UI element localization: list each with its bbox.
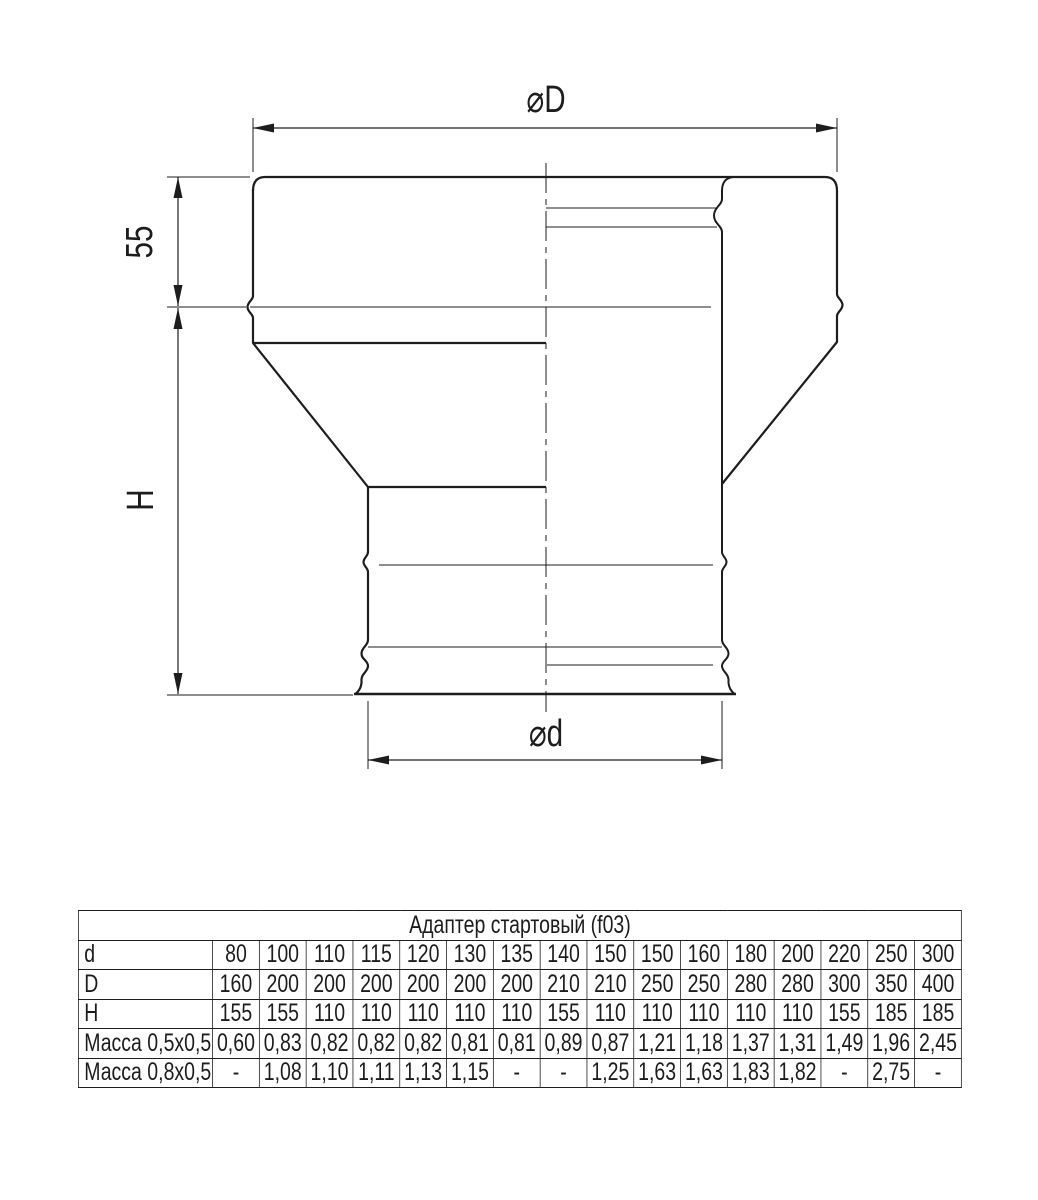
table-cell: 280: [774, 970, 821, 1000]
table-cell: 0,81: [493, 1029, 540, 1059]
table-cell: 185: [868, 999, 915, 1029]
part-outline-top-right: [253, 177, 843, 484]
table-row: [78, 1058, 961, 1088]
spec-table: [78, 910, 962, 1088]
table-cell: 200: [774, 940, 821, 970]
dim-H-label: H: [119, 489, 162, 511]
table-cell: 300: [821, 970, 868, 1000]
table-cell: -: [493, 1058, 540, 1088]
table-cell: 110: [400, 999, 447, 1029]
table-cell: 200: [306, 970, 353, 1000]
table-cell: 110: [353, 999, 400, 1029]
table-cell: 200: [493, 970, 540, 1000]
table-cell: 1,63: [634, 1058, 681, 1088]
table-cell: 200: [400, 970, 447, 1000]
table-cell: 110: [681, 999, 728, 1029]
table-cell: 1,13: [400, 1058, 447, 1088]
dim-H-arrow-bottom: [174, 673, 183, 694]
part-outline-lower-left: [356, 487, 369, 694]
row-label: H: [78, 999, 212, 1029]
table-cell: 210: [587, 970, 634, 1000]
table-cell: 1,18: [681, 1029, 728, 1059]
table-cell: 1,63: [681, 1058, 728, 1088]
dim-55-label: 55: [118, 225, 161, 259]
table-cell: 1,10: [306, 1058, 353, 1088]
table-cell: 1,82: [774, 1058, 821, 1088]
table-cell: 185: [915, 999, 962, 1029]
table-cell: 160: [681, 940, 728, 970]
table-cell: -: [821, 1058, 868, 1088]
table-cell: 110: [587, 999, 634, 1029]
table-cell: 200: [447, 970, 494, 1000]
dim-d-arrow-left: [368, 756, 389, 765]
table-cell: 200: [259, 970, 306, 1000]
table-cell: 1,96: [868, 1029, 915, 1059]
table-cell: 2,75: [868, 1058, 915, 1088]
table-cell: 120: [400, 940, 447, 970]
row-label: D: [78, 970, 212, 1000]
table-cell: 0,60: [213, 1029, 260, 1059]
table-cell: 110: [634, 999, 681, 1029]
dim-55-arrow-top: [174, 177, 183, 198]
part-inner-pipe-edge: [714, 177, 735, 694]
table-cell: 110: [493, 999, 540, 1029]
table-cell: 210: [540, 970, 587, 1000]
table-cell: 200: [353, 970, 400, 1000]
table-cell: 140: [540, 940, 587, 970]
table-cell: 0,82: [306, 1029, 353, 1059]
table-cell: 280: [727, 970, 774, 1000]
table-cell: -: [213, 1058, 260, 1088]
table-cell: 250: [868, 940, 915, 970]
table-cell: 135: [493, 940, 540, 970]
table-cell: 2,45: [915, 1029, 962, 1059]
table-cell: 250: [634, 970, 681, 1000]
table-cell: 1,08: [259, 1058, 306, 1088]
table-cell: 1,49: [821, 1029, 868, 1059]
table-cell: 150: [634, 940, 681, 970]
table-cell: 0,81: [447, 1029, 494, 1059]
table-cell: 160: [213, 970, 260, 1000]
dim-55-arrow-bottom: [174, 285, 183, 306]
table-cell: 400: [915, 970, 962, 1000]
table-cell: 0,89: [540, 1029, 587, 1059]
table-cell: 1,15: [447, 1058, 494, 1088]
table-row: [78, 970, 961, 1000]
table-cell: 1,11: [353, 1058, 400, 1088]
table-cell: 1,25: [587, 1058, 634, 1088]
table-cell: 110: [306, 940, 353, 970]
table-title-row: [78, 911, 961, 941]
table-cell: 130: [447, 940, 494, 970]
dim-d-arrow-right: [701, 756, 722, 765]
table-cell: 300: [915, 940, 962, 970]
table-cell: 350: [868, 970, 915, 1000]
dim-D-arrow-right: [816, 124, 837, 133]
table-cell: 250: [681, 970, 728, 1000]
table-cell: 1,83: [727, 1058, 774, 1088]
table-cell: -: [540, 1058, 587, 1088]
table-cell: 180: [727, 940, 774, 970]
table-cell: 0,87: [587, 1029, 634, 1059]
dim-D-arrow-left: [253, 124, 274, 133]
table-cell: 110: [306, 999, 353, 1029]
table-cell: 220: [821, 940, 868, 970]
table-cell: 110: [727, 999, 774, 1029]
table-cell: 0,83: [259, 1029, 306, 1059]
table-cell: 155: [821, 999, 868, 1029]
table-cell: 155: [259, 999, 306, 1029]
table-cell: 110: [447, 999, 494, 1029]
table-cell: 1,21: [634, 1029, 681, 1059]
table-cell: 80: [213, 940, 260, 970]
row-label: Масса 0,8x0,5: [78, 1058, 212, 1088]
spec-table-body: [78, 911, 961, 1088]
table-cell: -: [915, 1058, 962, 1088]
table-row: [78, 999, 961, 1029]
table-cell: 0,82: [353, 1029, 400, 1059]
part-outline-left: [248, 189, 369, 487]
table-row: [78, 1029, 961, 1059]
table-cell: 110: [774, 999, 821, 1029]
table-cell: 115: [353, 940, 400, 970]
row-label: d: [78, 940, 212, 970]
table-cell: 1,31: [774, 1029, 821, 1059]
dim-D-label: ⌀D: [526, 78, 566, 121]
table-cell: 0,82: [400, 1029, 447, 1059]
table-cell: 155: [213, 999, 260, 1029]
table-title: Адаптер стартовый (f03): [78, 911, 961, 941]
table-cell: 155: [540, 999, 587, 1029]
table-cell: 1,37: [727, 1029, 774, 1059]
table-row: [78, 940, 961, 970]
row-label: Масса 0,5x0,5: [78, 1029, 212, 1059]
dim-H-arrow-top: [174, 308, 183, 329]
dim-d-label: ⌀d: [528, 712, 564, 755]
table-cell: 150: [587, 940, 634, 970]
table-cell: 100: [259, 940, 306, 970]
